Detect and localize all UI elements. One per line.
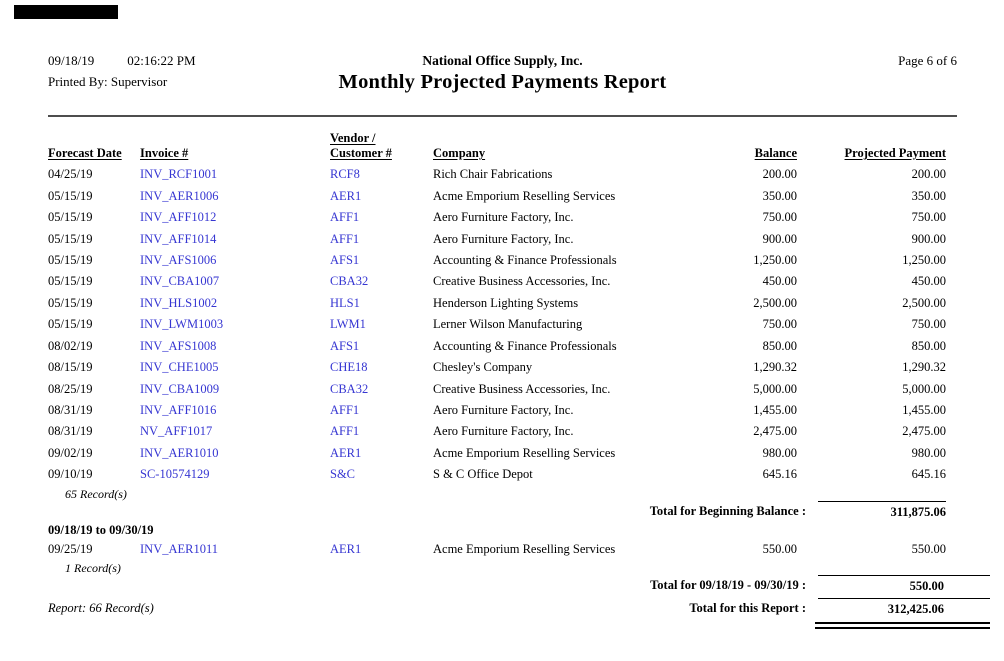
balance-cell: 1,455.00: [753, 403, 797, 418]
balance-cell: 900.00: [762, 231, 797, 246]
balance-cell: 645.16: [762, 467, 797, 482]
redaction-bar: [14, 5, 118, 19]
projected-payment-cell: 2,475.00: [902, 424, 946, 439]
balance-cell: 750.00: [762, 210, 797, 225]
projected-payment-cell: 750.00: [911, 317, 946, 332]
table-row: [48, 314, 946, 335]
invoice-link[interactable]: INV_RCF1001: [140, 167, 218, 182]
balance-cell: 5,000.00: [753, 381, 797, 396]
projected-payment-cell: 900.00: [911, 231, 946, 246]
col-invoice: Invoice #: [140, 146, 189, 160]
table-row: [48, 228, 946, 249]
forecast-date-cell: 05/15/19: [48, 188, 93, 203]
company-cell: Accounting & Finance Professionals: [433, 338, 617, 353]
company-cell: Rich Chair Fabrications: [433, 167, 553, 182]
date-range-heading: 09/18/19 to 09/30/19: [48, 522, 154, 537]
date-range-table: [48, 539, 946, 560]
print-time: 02:16:22 PM: [127, 53, 196, 68]
customer-code-link[interactable]: AFF1: [330, 231, 360, 246]
range-total-label: Total for 09/18/19 - 09/30/19 :: [650, 578, 806, 592]
customer-code-link[interactable]: HLS1: [330, 295, 360, 310]
table-row: [48, 185, 946, 206]
balance-cell: 350.00: [762, 188, 797, 203]
col-projected-payment: Projected Payment: [844, 146, 946, 160]
beginning-balance-total-label: Total for Beginning Balance :: [649, 503, 806, 518]
company-cell: Accounting & Finance Professionals: [433, 252, 617, 267]
table-row: [48, 378, 946, 399]
invoice-link[interactable]: INV_CHE1005: [140, 360, 219, 375]
table-row: [48, 164, 946, 185]
forecast-date-cell: 09/02/19: [48, 445, 93, 460]
company-cell: Henderson Lighting Systems: [433, 295, 579, 310]
company-cell: Acme Emporium Reselling Services: [433, 188, 616, 203]
page-number: Page 6 of 6: [898, 53, 957, 68]
table-row: [48, 250, 946, 271]
forecast-date-cell: 08/02/19: [48, 338, 93, 353]
forecast-date-cell: 05/15/19: [48, 210, 93, 225]
report-total-label: Total for this Report :: [689, 601, 806, 615]
table-row: [48, 271, 946, 292]
company-cell: Lerner Wilson Manufacturing: [433, 317, 583, 332]
customer-code-link[interactable]: LWM1: [330, 317, 366, 332]
invoice-link[interactable]: INV_AFS1006: [140, 252, 217, 267]
company-cell: Aero Furniture Factory, Inc.: [433, 231, 574, 246]
main-rows: [48, 164, 946, 486]
balance-cell: 1,250.00: [753, 252, 797, 267]
invoice-link[interactable]: INV_CBA1009: [140, 381, 220, 396]
invoice-link[interactable]: INV_AFF1012: [140, 210, 217, 225]
beginning-balance-total-line: [48, 501, 946, 520]
balance-cell: 550.00: [762, 541, 797, 556]
customer-code-link[interactable]: S&C: [330, 467, 356, 482]
table-row: [48, 539, 946, 560]
company-cell: Aero Furniture Factory, Inc.: [433, 424, 574, 439]
forecast-date-cell: 08/31/19: [48, 424, 93, 439]
company-cell: Creative Business Accessories, Inc.: [433, 381, 611, 396]
customer-code-link[interactable]: CBA32: [330, 274, 369, 289]
projected-payment-cell: 1,290.32: [902, 360, 946, 375]
invoice-link[interactable]: SC-10574129: [140, 467, 210, 482]
invoice-link[interactable]: INV_AER1010: [140, 445, 219, 460]
range-record-count: 1 Record(s): [65, 561, 121, 575]
company-cell: Chesley's Company: [433, 360, 533, 375]
customer-code-link[interactable]: AFS1: [330, 338, 360, 353]
range-total-line: [48, 575, 946, 594]
company-cell: Aero Furniture Factory, Inc.: [433, 210, 574, 225]
projected-payment-cell: 980.00: [911, 445, 946, 460]
invoice-link[interactable]: INV_AER1011: [140, 541, 219, 556]
projected-payment-cell: 850.00: [911, 338, 946, 353]
invoice-link[interactable]: INV_AFF1016: [140, 403, 217, 418]
invoice-link[interactable]: INV_CBA1007: [140, 274, 220, 289]
balance-cell: 2,475.00: [753, 424, 797, 439]
customer-code-link[interactable]: AER1: [330, 541, 362, 556]
company-cell: Creative Business Accessories, Inc.: [433, 274, 611, 289]
table-row: [48, 464, 946, 485]
company-name: National Office Supply, Inc.: [422, 53, 583, 68]
forecast-date-cell: 08/15/19: [48, 360, 93, 375]
table-row: [48, 400, 946, 421]
invoice-link[interactable]: NV_AFF1017: [140, 424, 213, 439]
table-header: [48, 122, 946, 164]
beginning-balance-total-value: 311,875.06: [818, 501, 946, 520]
invoice-link[interactable]: INV_LWM1003: [140, 317, 224, 332]
forecast-date-cell: 09/25/19: [48, 541, 93, 556]
projected-payment-cell: 350.00: [911, 188, 946, 203]
balance-cell: 850.00: [762, 338, 797, 353]
customer-code-link[interactable]: RCF8: [330, 167, 360, 182]
table-row: [48, 293, 946, 314]
projected-payment-cell: 750.00: [911, 210, 946, 225]
projected-payment-cell: 200.00: [911, 167, 946, 182]
report-body: [48, 122, 946, 617]
company-cell: Aero Furniture Factory, Inc.: [433, 403, 574, 418]
forecast-date-cell: 08/31/19: [48, 403, 93, 418]
date-range-rows: [48, 539, 946, 560]
balance-cell: 750.00: [762, 317, 797, 332]
customer-code-link[interactable]: AFS1: [330, 252, 360, 267]
report-total-value: 312,425.06: [818, 598, 990, 617]
projected-payment-cell: 5,000.00: [902, 381, 946, 396]
table-row: [48, 357, 946, 378]
report-total-line: [48, 598, 946, 617]
balance-cell: 450.00: [762, 274, 797, 289]
customer-code-link[interactable]: AFF1: [330, 424, 360, 439]
customer-code-link[interactable]: CHE18: [330, 360, 368, 375]
table-row: [48, 421, 946, 442]
forecast-date-cell: 05/15/19: [48, 231, 93, 246]
forecast-date-cell: 04/25/19: [48, 167, 93, 182]
projected-payment-cell: 645.16: [911, 467, 946, 482]
projected-payment-cell: 2,500.00: [902, 295, 946, 310]
printed-by: Printed By: Supervisor: [48, 74, 168, 89]
customer-code-link[interactable]: AFF1: [330, 403, 360, 418]
col-company: Company: [433, 146, 486, 160]
projected-payment-cell: 550.00: [911, 541, 946, 556]
forecast-date-cell: 08/25/19: [48, 381, 93, 396]
invoice-link[interactable]: INV_AFS1008: [140, 338, 217, 353]
customer-code-link[interactable]: AER1: [330, 445, 362, 460]
forecast-date-cell: 05/15/19: [48, 295, 93, 310]
main-record-count: 65 Record(s): [65, 486, 127, 501]
customer-code-link[interactable]: CBA32: [330, 381, 369, 396]
customer-code-link[interactable]: AFF1: [330, 210, 360, 225]
projected-payment-cell: 1,455.00: [902, 403, 946, 418]
table-row: [48, 207, 946, 228]
header-divider: [48, 115, 957, 117]
forecast-date-cell: 05/15/19: [48, 252, 93, 267]
balance-cell: 200.00: [762, 167, 797, 182]
col-forecast-date: Forecast Date: [48, 146, 122, 160]
report-title: Monthly Projected Payments Report: [338, 71, 667, 93]
payments-table: [48, 122, 946, 486]
balance-cell: 2,500.00: [753, 295, 797, 310]
invoice-link[interactable]: INV_AER1006: [140, 188, 219, 203]
balance-cell: 1,290.32: [753, 360, 797, 375]
forecast-date-cell: 05/15/19: [48, 317, 93, 332]
forecast-date-cell: 09/10/19: [48, 467, 93, 482]
forecast-date-cell: 05/15/19: [48, 274, 93, 289]
col-vendor-customer: Vendor / Customer #: [330, 131, 392, 160]
invoice-link[interactable]: INV_HLS1002: [140, 295, 218, 310]
print-date: 09/18/19: [48, 53, 95, 68]
header-center: [48, 53, 957, 94]
customer-code-link[interactable]: AER1: [330, 188, 362, 203]
col-balance: Balance: [754, 146, 797, 160]
report-total-double-rule: [815, 622, 990, 629]
company-cell: Acme Emporium Reselling Services: [433, 541, 616, 556]
company-cell: S & C Office Depot: [433, 467, 533, 482]
report-record-count: Report: 66 Record(s): [48, 601, 154, 615]
company-cell: Acme Emporium Reselling Services: [433, 445, 616, 460]
projected-payment-cell: 1,250.00: [902, 252, 946, 267]
table-row: [48, 443, 946, 464]
table-row: [48, 336, 946, 357]
projected-payment-cell: 450.00: [911, 274, 946, 289]
balance-cell: 980.00: [762, 445, 797, 460]
range-total-value: 550.00: [818, 575, 990, 594]
invoice-link[interactable]: INV_AFF1014: [140, 231, 217, 246]
